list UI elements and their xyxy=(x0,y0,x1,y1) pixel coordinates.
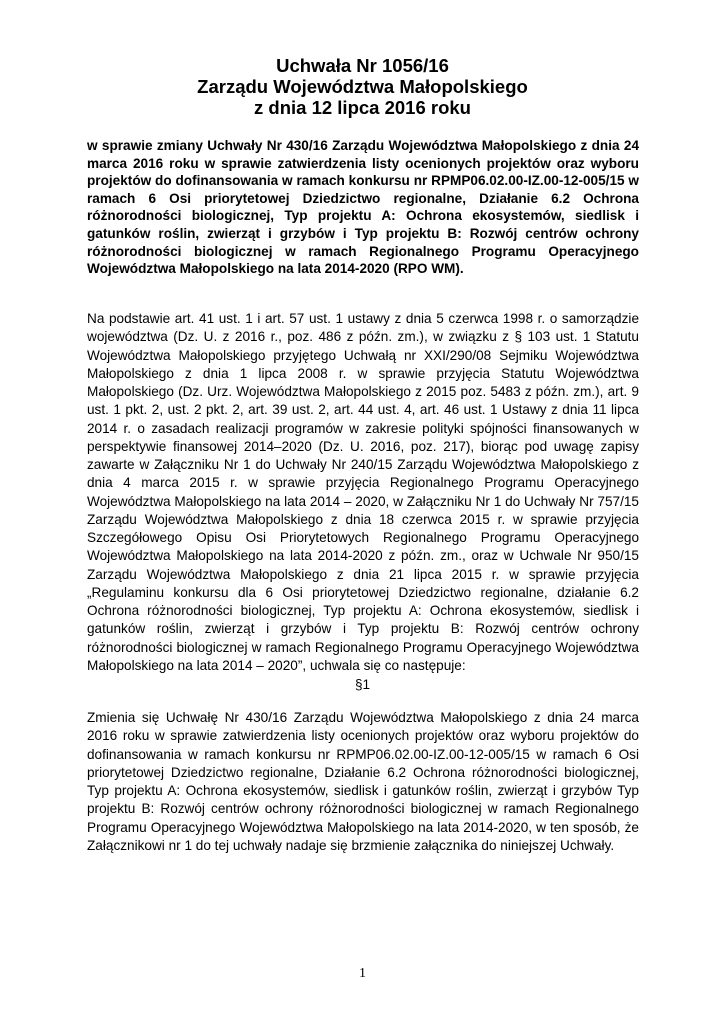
title-resolution-number: Uchwała Nr 1056/16 xyxy=(276,55,449,76)
resolution-subject: w sprawie zmiany Uchwały Nr 430/16 Zarządu Województwa Małopolskiego z dnia 24 marca 2016 roku w sprawie zatwierdzenia listy ocenionych projektów oraz wyboru projektów do dofinansowania w ramach konkursu nr RPMP06.02.00-IZ.00-12-005/15 w ramach 6 Osi priorytetowej Dziedzictwo regionalne, Działanie 6.2 Ochrona różnorodności biologicznej, Typ projektu A: Ochrona ekosystemów, siedlisk i gatunków roślin, zwierząt i grzybów i Typ projektu B: Rozwój centrów ochrony różnorodności biologicznej w ramach Regionalnego Programu Operacyjnego Województwa Małopolskiego na lata 2014-2020 (RPO WM). xyxy=(87,138,639,277)
document-title xyxy=(0,55,725,118)
title-date: z dnia 12 lipca 2016 roku xyxy=(254,97,471,118)
title-board-name: Zarządu Województwa Małopolskiego xyxy=(197,76,528,97)
page-number: 1 xyxy=(359,966,366,981)
section-mark: §1 xyxy=(354,677,371,692)
section-1-text: Zmienia się Uchwałę Nr 430/16 Zarządu Województwa Małopolskiego z dnia 24 marca 2016 roku w sprawie zatwierdzenia listy ocenionych projektów oraz wyboru projektów do dofinansowania w ramach konkursu nr RPMP06.02.00-IZ.00-12-005/15 w ramach 6 Osi priorytetowej Dziedzictwo regionalne, Działanie 6.2 Ochrona różnorodności biologicznej, Typ projektu A: Ochrona ekosystemów, siedlisk i gatunków roślin, zwierząt i grzybów Typ projektu B: Rozwój centrów ochrony różnorodności biologicznej w ramach Regionalnego Programu Operacyjnego Województwa Małopolskiego na lata 2014-2020, w ten sposób, że Załącznikowi nr 1 do tej uchwały nadaje się brzmienie załącznika do niniejszej Uchwały. xyxy=(87,710,639,853)
legal-basis-paragraph: Na podstawie art. 41 ust. 1 i art. 57 ust. 1 ustawy z dnia 5 czerwca 1998 r. o samorządzie województwa (Dz. U. z 2016 r., poz. 486 z późn. zm.), w związku z § 103 ust. 1 Statutu Województwa Małopolskiego przyjętego Uchwałą nr XXI/290/08 Sejmiku Województwa Małopolskiego z dnia 1 lipca 2008 r. w sprawie przyjęcia Statutu Województwa Małopolskiego (Dz. Urz. Województwa Małopolskiego z 2015 poz. 5483 z późn. zm.), art. 9 ust. 1 pkt. 2, ust. 2 pkt. 2, art. 39 ust. 2, art. 44 ust. 4, art. 46 ust. 1 Ustawy z dnia 11 lipca 2014 r. o zasadach realizacji programów w zakresie polityki spójności finansowanych w perspektywie finansowej 2014–2020 (Dz. U. 2016, poz. 217), biorąc pod uwagę zapisy zawarte w Załączniku Nr 1 do Uchwały Nr 240/15 Zarządu Województwa Małopolskiego z dnia 4 marca 2015 r. w sprawie przyjęcia Regionalnego Programu Operacyjnego Województwa Małopolskiego na lata 2014 – 2020, w Załączniku Nr 1 do Uchwały Nr 757/15 Zarządu Województwa Małopolskiego z dnia 18 czerwca 2015 r. w sprawie przyjęcia Szczegółowego Opisu Osi Priorytetowych Regionalnego Programu Operacyjnego Województwa Małopolskiego na lata 2014-2020 z późn. zm., oraz w Uchwale Nr 950/15 Zarządu Województwa Małopolskiego z dnia 21 lipca 2015 r. w sprawie przyjęcia „Regulaminu konkursu dla 6 Osi priorytetowej Dziedzictwo regionalne, działanie 6.2 Ochrona różnorodności biologicznej, Typ projektu A: Ochrona ekosystemów, siedlisk i gatunków roślin, zwierząt i grzybów i Typ projektu B: Rozwój centrów ochrony różnorodności biologicznej w ramach Regionalnego Programu Operacyjnego Województwa Małopolskiego na lata 2014 – 2020”, uchwala się co następuje: xyxy=(87,311,639,673)
